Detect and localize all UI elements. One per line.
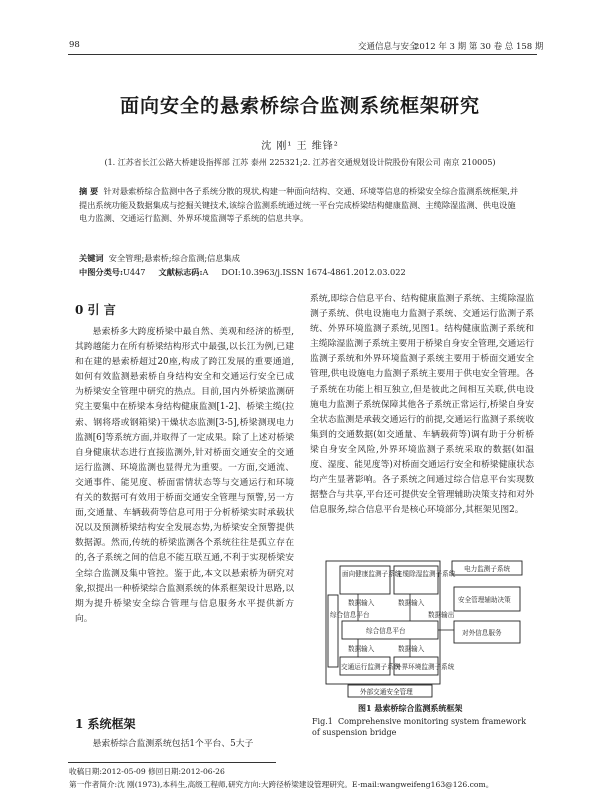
authors: 沈 刚¹ 王 维锋²	[261, 141, 339, 152]
doi-value: 10.3963/j.ISSN 1674-4861.2012.03.022	[240, 267, 406, 277]
clc-label: 中图分类号:	[79, 267, 123, 277]
classification-line	[79, 267, 519, 278]
figure-1-diagram	[318, 557, 528, 700]
section-1-heading: 1 系统框架	[75, 717, 136, 731]
doi-label: DOI:	[221, 267, 241, 277]
keywords-text: 安全管理;悬索桥;综合监测;信息集成	[108, 253, 240, 263]
abstract-label: 摘 要	[79, 186, 99, 196]
figure-caption-en-label: Fig.1	[312, 717, 333, 726]
traffic-label: 交通运行监测子系统	[341, 663, 401, 671]
section-1-body	[75, 737, 294, 752]
power-label: 电力监测子系统	[464, 565, 511, 573]
dehumid-label: 主缆除湿监测子系统	[396, 570, 456, 578]
paper-title: 面向安全的悬索桥综合监测系统框架研究	[119, 95, 480, 117]
figure-caption-en	[312, 716, 532, 738]
right-column-text: 系统,即综合信息平台、结构健康监测子系统、主缆除湿监测子系统、供电设施电力监测子系统、交通运行监测子系统、外界环境监测子系统,见图1。结构健康监测子系统和主缆除湿监测子系统主要用于桥梁自身安全管理,交通运行监测子系统和外界环境监测子系统主要用于桥面交通安全管理,供电设施电力监测子系统主要用于供电安全管理。各子系统在功能上相互独立,但是彼此之间相互关联,供电设施电力监测子系统保障其他各子系统正常运行,桥梁自身安全状态监测是承载交通运行的前提,交通运行监测子系统收集到的交通数据(如交通量、车辆载荷等)调有助于分析桥梁自身安全风险,外界环境监测子系统采取的数据(如温度、湿度、能见度等)对桥面交通运行安全和桥梁健康状态均产生显著影响。各子系统之间通过综合信息平台实现数据整合与共享,平台还可提供安全管理辅助决策支持和对外信息服务,综合信息平台是核心环境部分,其框架见图2。	[310, 294, 534, 516]
header-rule	[68, 54, 537, 55]
section-0-heading: 0 引 言	[75, 303, 116, 317]
input-2: 数据输入	[398, 599, 425, 607]
input-1: 数据输入	[348, 599, 375, 607]
keywords-label: 关键词	[79, 253, 104, 263]
footnote-rule	[68, 762, 276, 763]
output-label: 数据输出	[428, 611, 455, 619]
env-label: 外界环境监测子系统	[395, 663, 455, 671]
platform-side-box	[328, 595, 338, 667]
input-4: 数据输入	[398, 645, 425, 653]
abstract	[79, 185, 519, 226]
abstract-text: 针对悬索桥综合监测中各子系统分散的现状,构建一种面向结构、交通、环境等信息的桥梁安全综合监测系统框架,并提出系统功能及数据集成与挖掘关键技术,该综合监测系统通过统一平台完成桥梁结构健康监测、主缆除湿监测、供电设施电力监测、交通运行监测、外界环境监测等子系统的信息共享。	[79, 186, 519, 223]
external-label: 外部交通安全管理	[360, 688, 413, 696]
journal-issue: 2012 年 3 期 第 30 卷 总 158 期	[414, 42, 544, 52]
affiliation: (1. 江苏省长江公路大桥建设指挥部 江苏 泰州 225321;2. 江苏省交通规划设计院股份有限公司 南京 210005)	[104, 158, 496, 167]
input-3: 数据输入	[348, 645, 375, 653]
received-dates: 收稿日期:2012-05-09 修回日期:2012-06-26	[69, 767, 225, 776]
author-bio: 第一作者简介:沈 刚(1973),本科生,高级工程师,研究方向:大跨径桥梁建设管理研究。E-mail:wangweifeng163@126.com。	[69, 780, 494, 789]
doc-label: 文献标志码:	[158, 267, 203, 277]
decision-label: 安全管理辅助决策	[458, 596, 511, 604]
right-column-body	[310, 292, 534, 518]
service-label: 对外信息服务	[462, 629, 502, 637]
figure-caption-cn: 图1 悬索桥综合监测系统框架	[358, 703, 463, 713]
page-number: 98	[69, 40, 80, 50]
figure-caption-en-text: Comprehensive monitoring system framework of suspension bridge	[312, 717, 527, 737]
journal-name: 交通信息与安全	[358, 42, 418, 52]
keywords	[79, 253, 519, 264]
platform-label: 综合信息平台	[366, 627, 406, 635]
platform-side-label: 综合信息平台	[330, 611, 370, 619]
health-label: 面向健康监测子系统	[342, 570, 402, 578]
doc-value: A	[202, 267, 209, 277]
section-0-text: 悬索桥多大跨度桥梁中最自然、美观和经济的桥型,其跨越能力在所有桥梁结构形式中最强,以长江为例,已建和在建的悬索桥超过20座,构成了跨江发展的重要通道,如何有效监测悬索桥自身结构安全和交通运行安全已成为桥梁安全管理中研究的热点。目前,国内外桥梁监测研究主要集中在桥梁本身结构健康监测[1-2]、桥梁主缆(拉索、钢将塔或钢箱梁)干燥状态监测[3-5],桥梁测现电力监测[6]等系统方面,并取得了一定成果。除了上述对桥梁自身健康状态进行直接监测外,针对桥面交通安全的交通运行监测、环境监测也显得尤为重要。一方面,交通流、交通事件、能见度、桥面雷情状态等与交通运行和环境有关的数据可有效用于桥面交通安全管理与预警,另一方面,交通量、车辆载荷等信息可用于分析桥梁实时承载状况以及预测桥梁结构安全发展态势,为桥梁安全预警提供数据源。然而,传统的桥梁监测各个系统往往是孤立存在的,各子系统之间的信息不能互联互通,不利于实现桥梁安全综合监测及集中管控。鉴于此,本文以悬索桥为研究对象,拟提出一种桥梁综合监测系统的体系框架设计思路,以期为提升桥梁安全综合管理与信息服务水平提供新方向。	[75, 327, 294, 624]
section-0-body	[75, 325, 294, 627]
clc-value: U447	[122, 267, 146, 277]
section-1-text: 悬索桥综合监测系统包括1个平台、5大子	[92, 739, 254, 749]
